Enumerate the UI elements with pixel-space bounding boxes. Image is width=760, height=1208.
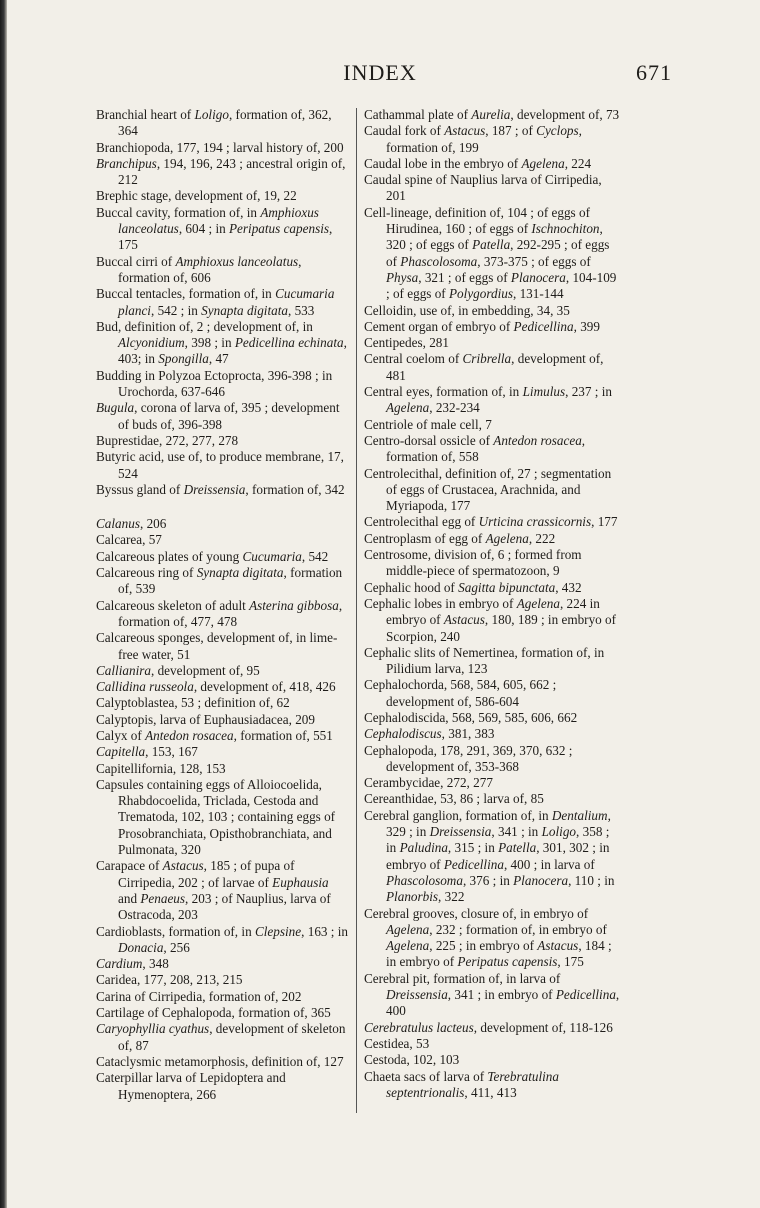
index-entry: Byssus gland of Dreissensia, formation of, 342 [96,481,345,497]
index-entry: Centro-dorsal ossicle of Antedon rosacea, formation of, 558 [364,432,586,465]
index-entry: Centipedes, 281 [364,335,449,351]
index-entry: Cestoda, 102, 103 [364,1052,460,1068]
index-column-right [364,107,622,1101]
index-entry: Cerebral grooves, closure of, in embryo of Agelena, 232 ; formation of, in embryo of Agelena, 225 ; in embryo of Astacus, 184 ; in embryo of Peripatus capensis, 175 [364,905,612,970]
index-entry: Centroplasm of egg of Agelena, 222 [364,530,556,546]
index-entry: Central coelom of Cribrella, development of, 481 [364,351,604,383]
index-entry: Cephalic lobes in embryo of Agelena, 224 in embryo of Astacus, 180, 189 ; in embryo of Scorpion, 240 [364,595,617,644]
index-entry: Bugula, corona of larva of, 395 ; development of buds of, 396-398 [96,400,340,432]
index-entry: Carina of Cirripedia, formation of, 202 [96,988,302,1004]
page-number: 671 [636,60,672,85]
index-entry: Calcareous skeleton of adult Asterina gibbosa, formation of, 477, 478 [96,597,343,629]
index-entry: Caudal spine of Nauplius larva of Cirripedia, 201 [364,172,602,204]
index-entry: Cerebral ganglion, formation of, in Dentalium, 329 ; in Dreissensia, 341 ; in Loligo, 358 ; in Paludina, 315 ; in Patella, 301, 302 ; in embryo of Pedicellina, 400 ; in larva of Phascolosoma, 376 ; in Planocera, 110 ; in Planorbis, 322 [364,807,615,905]
index-entry: Capsules containing eggs of Alloiocoelida, Rhabdocoelida, Triclada, Cestoda and Trematoda, 102, 103 ; containing eggs of Prosobranchiata, Opisthobranchiata, and Pulmonata, 320 [96,776,336,858]
index-entry: Buprestidae, 272, 277, 278 [96,432,239,448]
index-entry: Cephalic slits of Nemertinea, formation of, in Pilidium larva, 123 [364,644,605,677]
index-entry: Cartilage of Cephalopoda, formation of, 365 [96,1005,331,1021]
index-entry: Cephalodiscida, 568, 569, 585, 606, 662 [364,709,578,725]
index-entry: Cataclysmic metamorphosis, definition of, 127 [96,1053,344,1069]
index-entry: Cephalopoda, 178, 291, 369, 370, 632 ; development of, 353-368 [364,742,573,774]
page-header [0,60,760,90]
index-entry: Caudal fork of Astacus, 187 ; of Cyclops, formation of, 199 [364,123,582,155]
index-entry: Cerambycidae, 272, 277 [364,775,493,791]
index-entry: Caudal lobe in the embryo of Agelena, 224 [364,155,592,171]
index-entry: Centriole of male cell, 7 [364,416,492,432]
index-entry: Capitellifornia, 128, 153 [96,760,226,776]
index-entry: Callianira, development of, 95 [96,662,260,678]
index-entry: Chaeta sacs of larva of Terebratulina septentrionalis, 411, 413 [364,1068,559,1100]
index-entry: Cephalodiscus, 381, 383 [364,726,495,742]
index-entry: Centrosome, division of, 6 ; formed from middle-piece of spermatozoon, 9 [364,547,582,579]
index-entry: Budding in Polyzoa Ectoprocta, 396-398 ; in Urochorda, 637-646 [96,367,333,400]
index-entry: Cell-lineage, definition of, 104 ; of eggs of Hirudinea, 160 ; of eggs of Ischnochiton, 320 ; of eggs of Patella, 292-295 ; of eggs of Phascolosoma, 373-375 ; of eggs of Physa, 321 ; of eggs of Planocera, 104-109 ; of eggs of Polygordius, 131-144 [364,204,617,302]
index-entry: Caryophyllia cyathus, development of skeleton of, 87 [96,1021,346,1053]
index-entry: Carapace of Astacus, 185 ; of pupa of Cirripedia, 202 ; of larvae of Euphausia and Penaeus, 203 ; of Nauplius, larva of Ostracoda, 203 [96,858,331,923]
index-entry: Cement organ of embryo of Pedicellina, 399 [364,318,600,334]
index-entry: Branchial heart of Loligo, formation of, 362, 364 [96,107,332,139]
index-entry: Cardium, 348 [96,956,169,972]
index-entry: Caridea, 177, 208, 213, 215 [96,972,243,988]
index-entry: Butyric acid, use of, to produce membrane, 17, 524 [96,449,344,481]
index-entry: Calcareous ring of Synapta digitata, formation of, 539 [96,565,343,597]
index-entry: Centrolecithal, definition of, 27 ; segmentation of eggs of Crustacea, Arachnida, and Myriapoda, 177 [364,465,612,514]
index-entry: Branchipus, 194, 196, 243 ; ancestral origin of, 212 [96,155,346,188]
index-entry: Cestidea, 53 [364,1035,430,1051]
index-entry: Cardioblasts, formation of, in Clepsine, 163 ; in Donacia, 256 [96,923,349,955]
index-entry: Cephalochorda, 568, 584, 605, 662 ; development of, 586-604 [364,677,557,709]
index-entry: Calyptopis, larva of Euphausiadacea, 209 [96,711,315,727]
index-column-left [96,107,350,1103]
index-entry: Calyx of Antedon rosacea, formation of, 551 [96,727,333,743]
index-entry: Bud, definition of, 2 ; development of, in Alcyonidium, 398 ; in Pedicellina echinata, 403; in Spongilla, 47 [96,318,347,367]
index-entry: Centrolecithal egg of Urticina crassicornis, 177 [364,514,618,530]
index-entry: Cerebratulus lacteus, development of, 118-126 [364,1019,613,1035]
index-entry: Cathammal plate of Aurelia, development of, 73 [364,107,620,122]
book-spine-shadow [0,0,7,1208]
index-entry: Central eyes, formation of, in Limulus, 237 ; in Agelena, 232-234 [364,384,612,416]
index-entry: Cephalic hood of Sagitta bipunctata, 432 [364,579,582,595]
index-entry: Brephic stage, development of, 19, 22 [96,188,297,204]
index-entry: Callidina russeola, development of, 418, 426 [96,679,336,695]
index-entry: Cerebral pit, formation of, in larva of Dreissensia, 341 ; in embryo of Pedicellina, 400 [364,970,620,1019]
index-entry: Buccal tentacles, formation of, in Cucumaria planci, 542 ; in Synapta digitata, 533 [96,286,335,318]
column-divider [356,108,357,1113]
index-entry: Calanus, 206 [96,516,167,532]
index-entry: Buccal cavity, formation of, in Amphioxus lanceolatus, 604 ; in Peripatus capensis, 175 [96,204,333,253]
index-entry: Caterpillar larva of Lepidoptera and Hymenoptera, 266 [96,1070,286,1102]
index-entry: Calcarea, 57 [96,532,162,548]
index-entry: Calyptoblastea, 53 ; definition of, 62 [96,695,290,711]
index-entry: Celloidin, use of, in embedding, 34, 35 [364,302,570,318]
index-entry: Cereanthidae, 53, 86 ; larva of, 85 [364,791,544,807]
index-entry: Calcareous sponges, development of, in lime-free water, 51 [96,630,338,662]
index-entry: Calcareous plates of young Cucumaria, 542 [96,548,329,564]
page-title: INDEX [343,60,417,85]
index-entry: Buccal cirri of Amphioxus lanceolatus, formation of, 606 [96,253,302,285]
index-entry: Capitella, 153, 167 [96,744,198,760]
index-entry: Branchiopoda, 177, 194 ; larval history of, 200 [96,139,344,155]
